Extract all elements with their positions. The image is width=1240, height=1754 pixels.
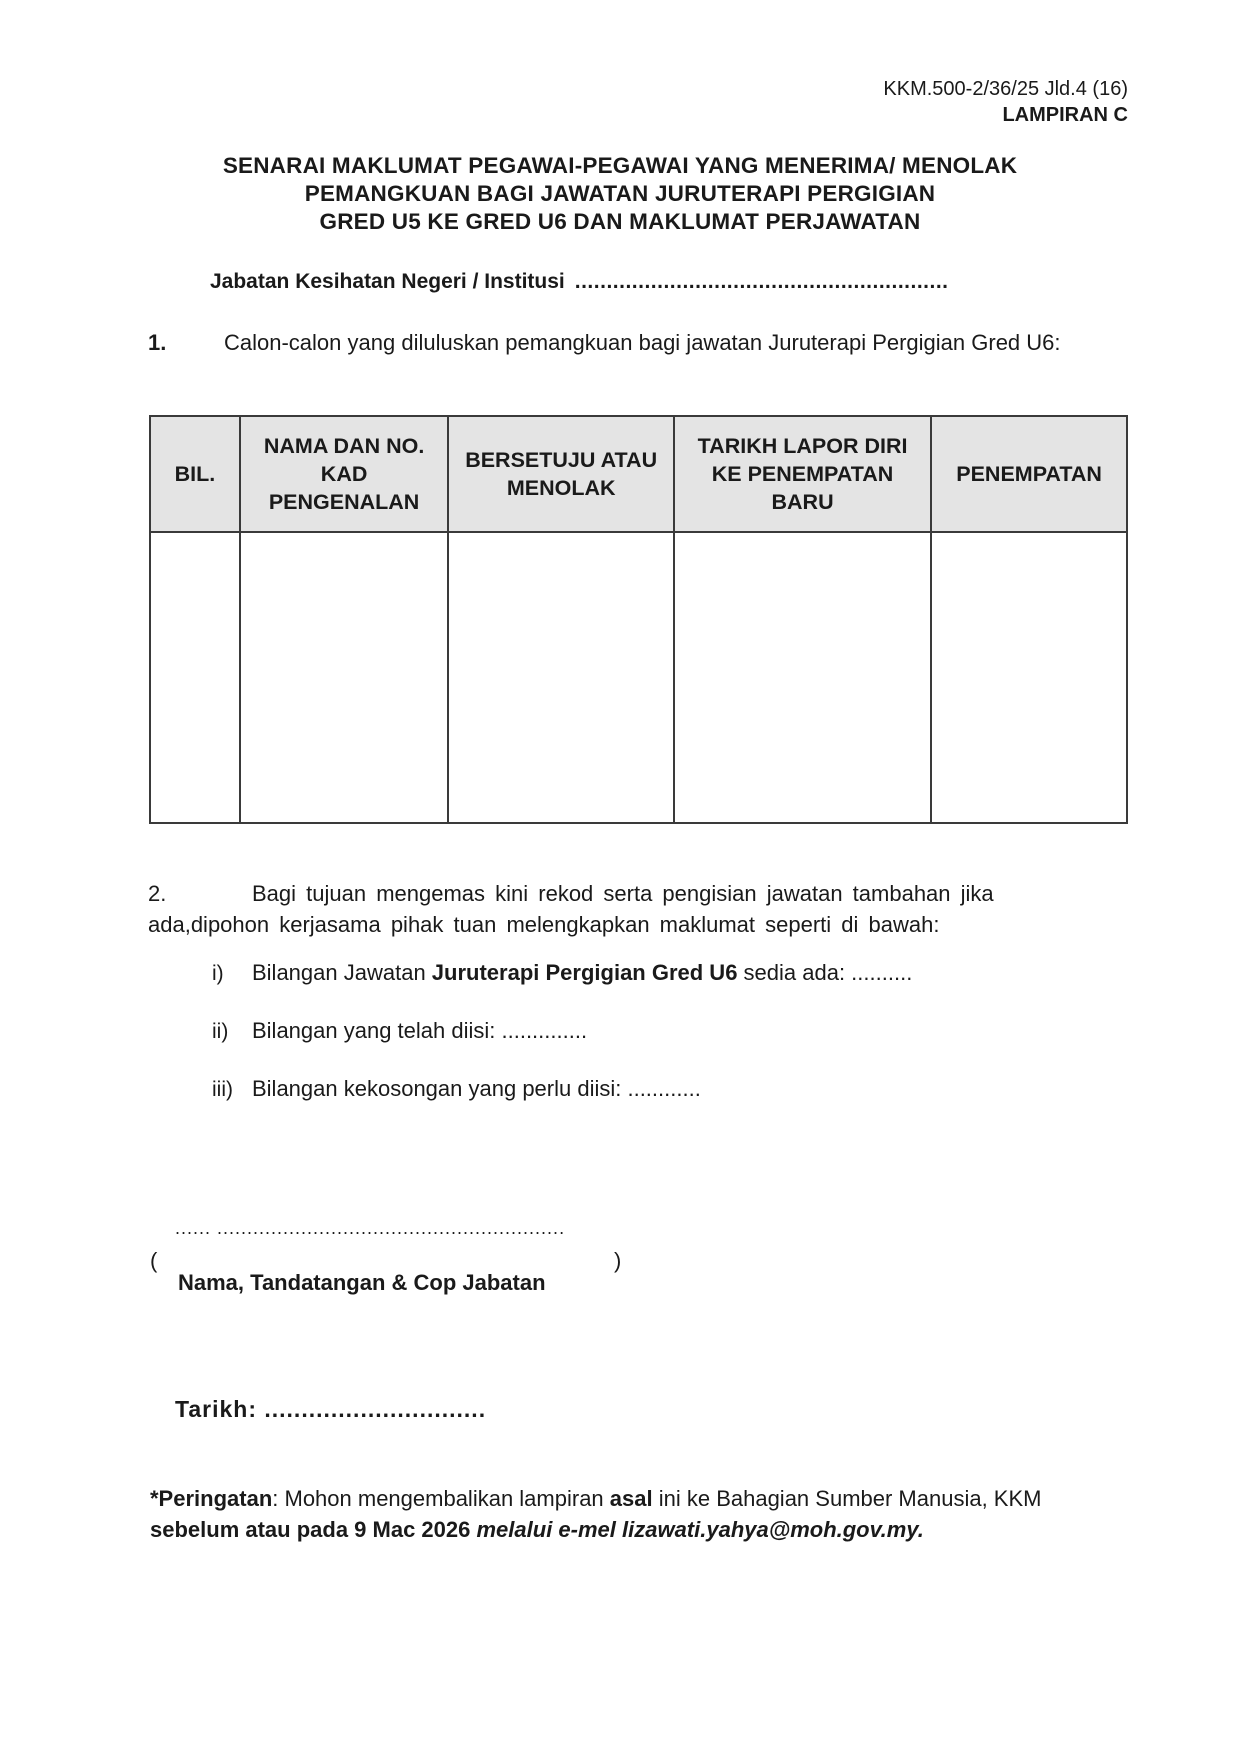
reminder-note <box>150 1483 1130 1545</box>
column-header-bil: BIL. <box>150 416 240 532</box>
cell-nama[interactable] <box>240 532 449 823</box>
title-line-2: PEMANGKUAN BAGI JAWATAN JURUTERAPI PERGIGIAN <box>304 181 936 206</box>
reference-number: KKM.500-2/36/25 Jld.4 (16) <box>883 78 1128 100</box>
note-label: *Peringatan <box>150 1486 273 1511</box>
title-line-1: SENARAI MAKLUMAT PEGAWAI-PEGAWAI YANG MENERIMA/ MENOLAK <box>222 153 1018 178</box>
list-item-numeral: iii) <box>212 1078 233 1101</box>
section-2-text: Bagi tujuan mengemas kini rekod serta pengisian jawatan tambahan jika ada,dipohon kerjasama pihak tuan melengkapkan maklumat seperti di bawah: <box>148 881 994 937</box>
document-reference <box>883 76 1128 128</box>
signature-line[interactable]: ...... .......................................................... <box>175 1218 566 1238</box>
table-header-row <box>150 416 1127 532</box>
signature-open-paren: ( <box>150 1248 158 1273</box>
section-1-text: Calon-calon yang diluluskan pemangkuan bagi jawatan Juruterapi Pergigian Gred U6: <box>224 330 1061 355</box>
note-text-2: ini ke Bahagian Sumber Manusia, KKM <box>652 1486 1042 1511</box>
cell-tarikh-lapor[interactable] <box>674 532 931 823</box>
signature-label: Nama, Tandatangan & Cop Jabatan <box>178 1270 546 1295</box>
column-header-bersetuju: BERSETUJU ATAU MENOLAK <box>448 416 673 532</box>
list-item <box>212 1018 587 1044</box>
section-1 <box>148 328 1128 358</box>
note-email: melalui e-mel lizawati.yahya@moh.gov.my. <box>476 1517 924 1542</box>
list-item-blank[interactable]: sedia ada: .......... <box>737 960 913 985</box>
signature-close-paren: ) <box>614 1248 622 1273</box>
list-item-text[interactable]: Bilangan kekosongan yang perlu diisi: ............ <box>252 1076 701 1101</box>
cell-bersetuju[interactable] <box>448 532 673 823</box>
note-text-1: : Mohon mengembalikan lampiran <box>272 1486 610 1511</box>
list-item <box>212 960 912 986</box>
list-item-bold: Juruterapi Pergigian Gred U6 <box>431 960 738 985</box>
note-bold-asal: asal <box>609 1486 653 1511</box>
section-2-number: 2. <box>148 881 167 906</box>
date-label: Tarikh: <box>175 1396 257 1422</box>
section-2 <box>148 878 1098 940</box>
department-blank[interactable]: ........................................................... <box>574 270 949 293</box>
document-title <box>0 152 1240 236</box>
cell-bil[interactable] <box>150 532 240 823</box>
list-item <box>212 1076 701 1102</box>
date-blank[interactable]: .............................. <box>264 1396 487 1422</box>
title-line-3: GRED U5 KE GRED U6 DAN MAKLUMAT PERJAWATAN <box>319 209 921 234</box>
list-item-text: Bilangan Jawatan <box>252 960 432 985</box>
list-item-numeral: ii) <box>212 1020 229 1043</box>
table-row <box>150 532 1127 823</box>
column-header-tarikh-lapor: TARIKH LAPOR DIRI KE PENEMPATAN BARU <box>674 416 931 532</box>
list-item-numeral: i) <box>212 962 224 985</box>
department-field <box>210 270 949 294</box>
candidate-table <box>149 415 1128 824</box>
column-header-nama: NAMA DAN NO. KAD PENGENALAN <box>240 416 449 532</box>
cell-penempatan[interactable] <box>931 532 1127 823</box>
attachment-label: LAMPIRAN C <box>1002 104 1128 126</box>
section-1-number: 1. <box>148 330 167 355</box>
department-label: Jabatan Kesihatan Negeri / Institusi <box>210 270 565 293</box>
column-header-penempatan: PENEMPATAN <box>931 416 1127 532</box>
date-field <box>175 1396 486 1423</box>
list-item-text[interactable]: Bilangan yang telah diisi: .............. <box>252 1018 588 1043</box>
note-deadline: sebelum atau pada 9 Mac 2026 <box>150 1517 471 1542</box>
